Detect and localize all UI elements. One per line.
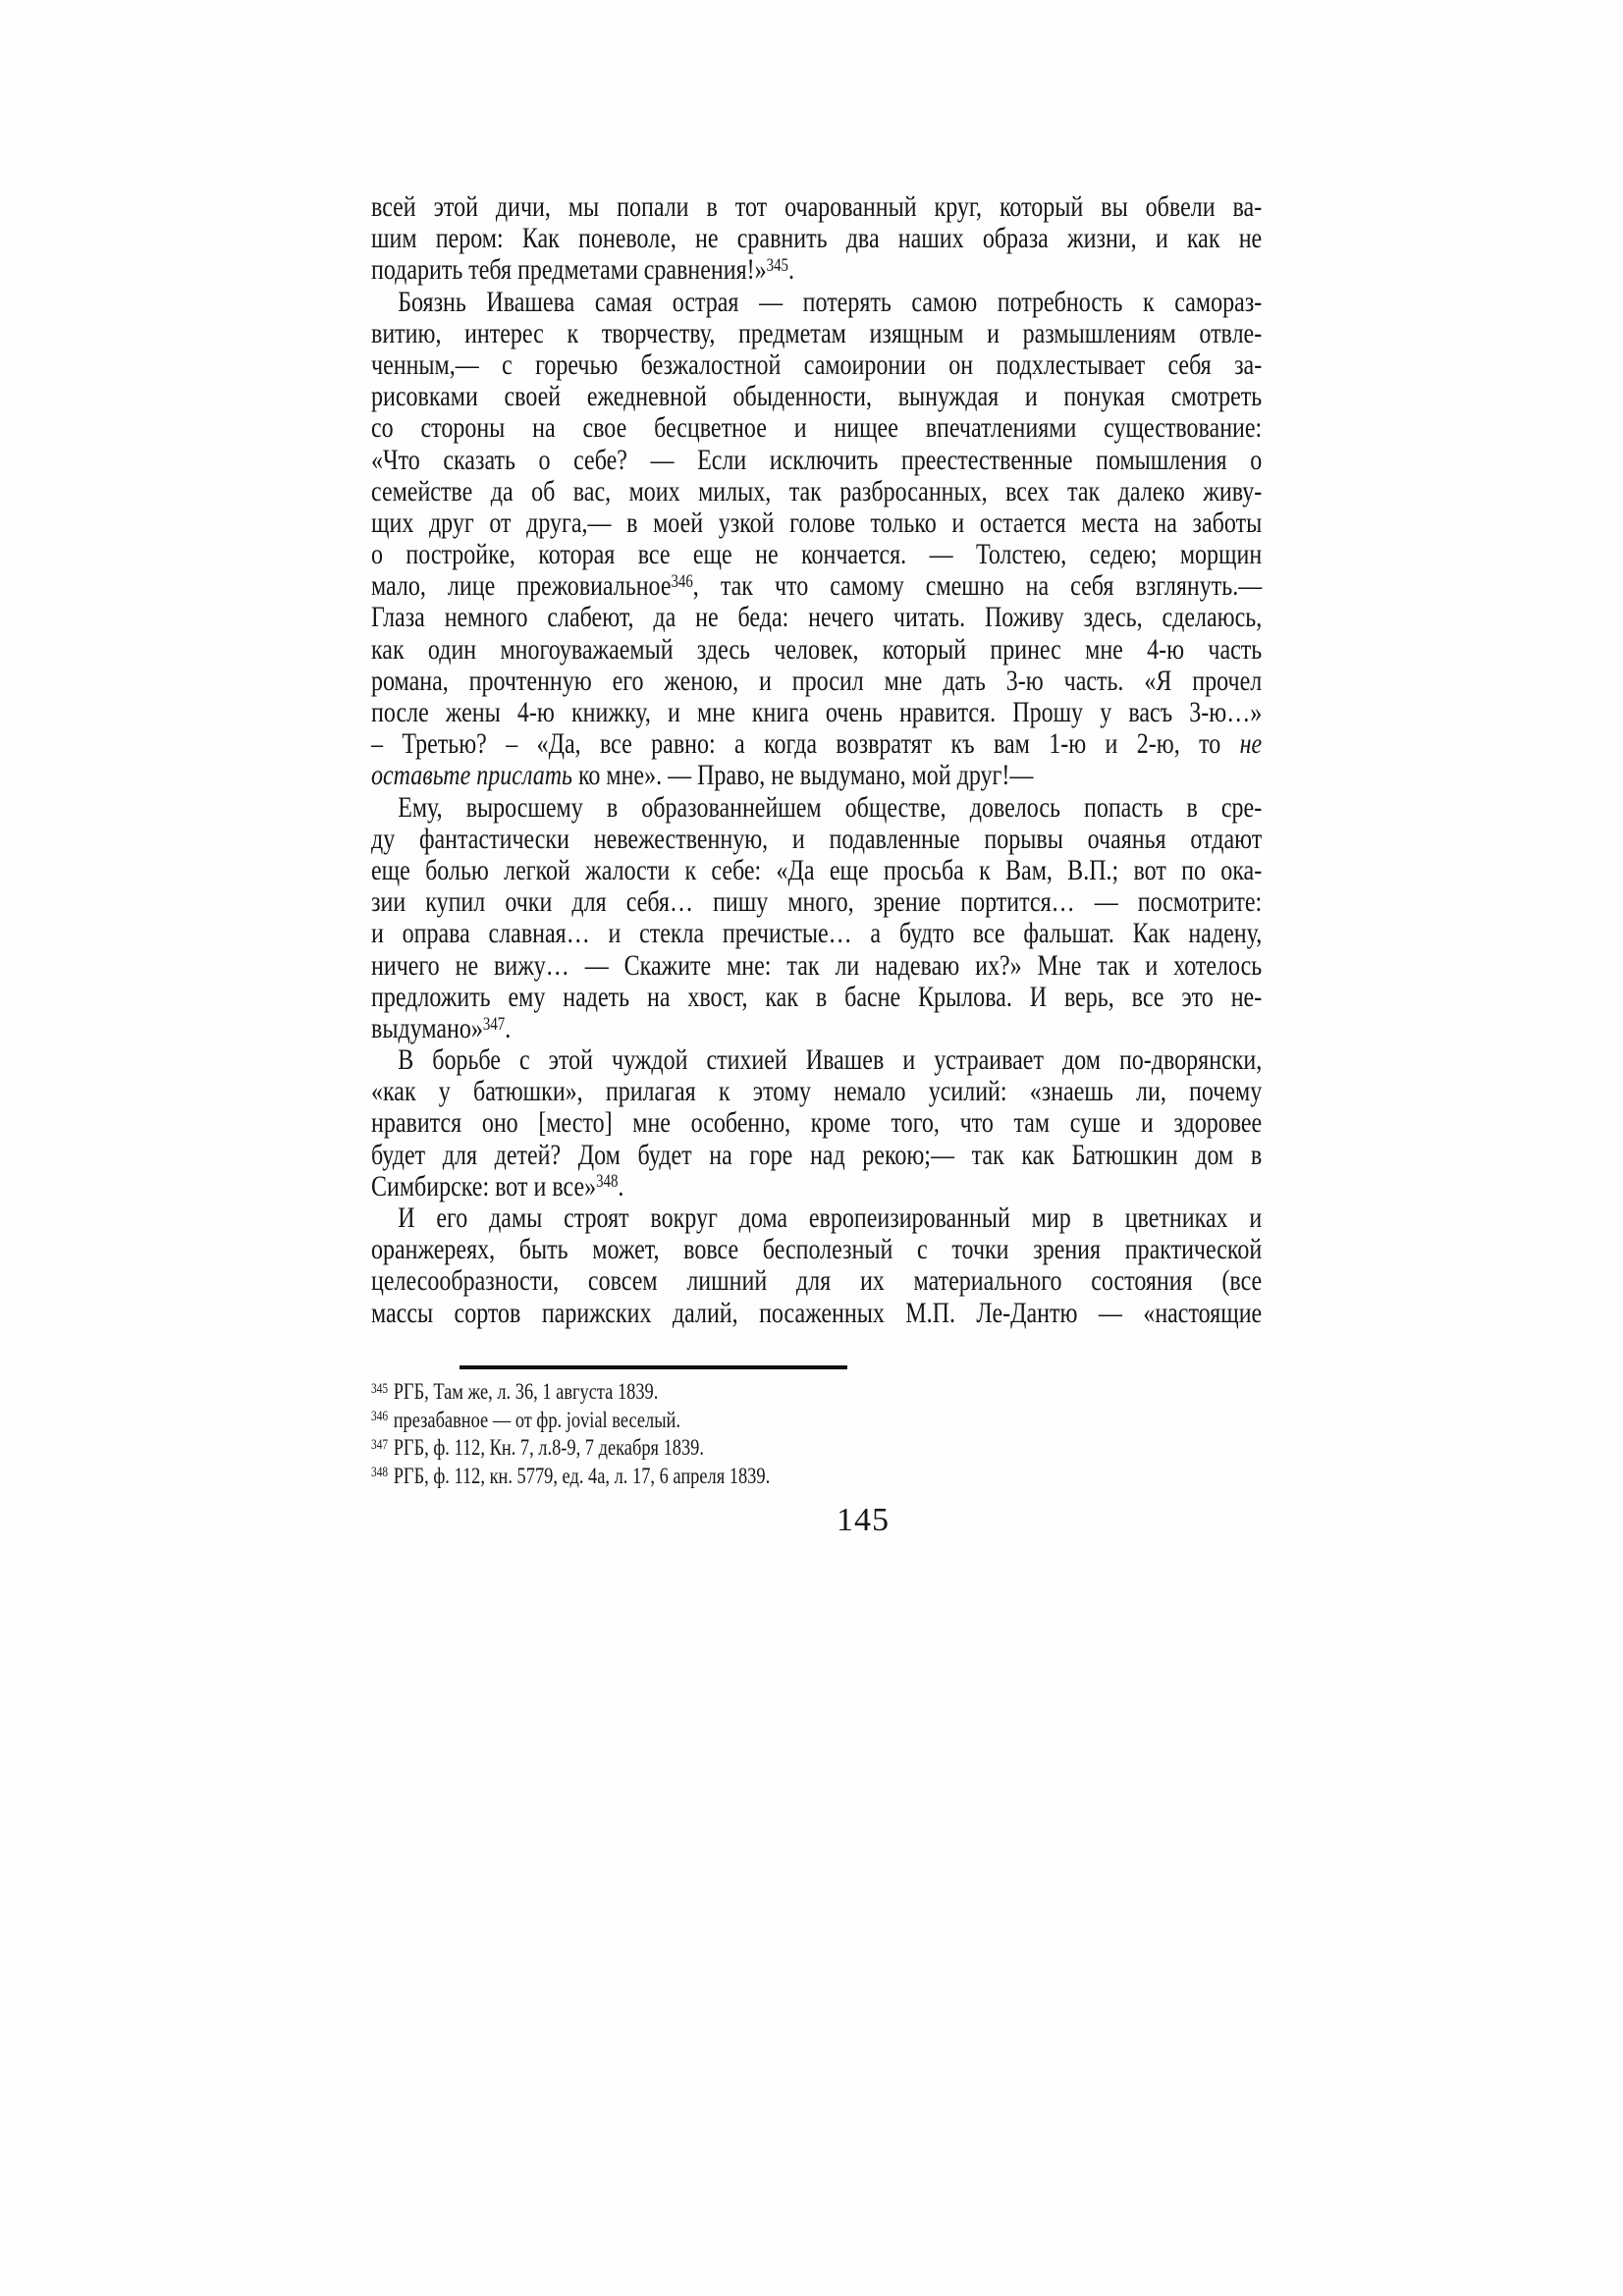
text-line [371,1202,1262,1234]
text-segment: витию, интерес к творчеству, предметам изящным и размышлениям отвле- [371,316,1263,349]
text-line [371,760,1262,791]
text-line [371,1234,1262,1265]
footnote-ref: 348 [596,1171,619,1193]
text-line [371,1171,1262,1202]
text-segment: ду фантастически невежественную, и подавленные порывы очаянья отдают [371,822,1263,855]
text-line [371,1265,1262,1297]
text-line [371,1298,1262,1329]
text-line [371,792,1262,824]
footnote-marker: 345 [371,1380,389,1397]
text-segment: И его дамы строят вокруг дома европеизированный мир в цветниках и [398,1201,1263,1234]
footnote-separator [460,1365,847,1369]
text-line [371,1076,1262,1107]
footnote-marker: 347 [371,1436,389,1453]
text-line [371,1140,1262,1171]
text-segment: предложить ему надеть на хвост, как в басне Крылова. И верь, все это не- [371,980,1263,1013]
text-segment: – Третью? – «Да, все равно: а когда возвратят къ вам 1-ю и 2-ю, то [371,727,1240,761]
text-segment: Глаза немного слабеют, да не беда: нечего читать. Поживу здесь, сделаюсь, [371,601,1263,634]
text-segment: щих друг от друга,— в моей узкой голове только и остается места на заботы [371,506,1263,539]
text-segment: романа, прочтенную его женою, и просил мне дать 3-ю часть. «Я прочел [371,664,1263,697]
text-segment: «Что сказать о себе? — Если исключить преестественные помышления о [371,443,1263,476]
text-line [371,950,1262,982]
text-line [371,666,1262,697]
text-line [371,1044,1262,1076]
text-line [371,1107,1262,1139]
text-line [371,539,1262,570]
text-segment: подарить тебя предметами сравнения!» [371,253,767,287]
text-segment: рисовками своей ежедневной обыденности, вынуждая и понукая смотреть [371,380,1263,413]
text-segment: шим пером: Как поневоле, не сравнить два наших образа жизни, и как не [371,222,1263,255]
footnote-text: РГБ, ф. 112, кн. 5779, ед. 4а, л. 17, 6 апреля 1839. [393,1463,771,1488]
text-segment: В борьбе с этой чуждой стихией Ивашев и устраивает дом по-дворянски, [398,1043,1263,1077]
text-segment: всей этой дичи, мы попали в тот очарованный круг, который вы обвели ва- [371,190,1263,223]
text-segment: «как у батюшки», прилагая к этому немало усилий: «знаешь ли, почему [371,1075,1263,1108]
footnote [371,1407,1262,1435]
text-segment: не [1239,727,1263,761]
text-segment: Боязнь Ивашева самая острая — потерять самою потребность к самораз- [398,285,1263,318]
text-line [371,886,1262,918]
text-segment: целесообразности, совсем лишний для их материального состояния (все [371,1264,1263,1298]
footnote-text: презабавное — от фр. jovial веселый. [393,1407,681,1432]
text-segment: . [787,253,794,287]
text-line [371,412,1262,444]
text-line [371,824,1262,855]
text-line [371,287,1262,318]
text-line [371,223,1262,254]
text-line [371,349,1262,381]
page-number: 145 [837,1502,890,1538]
footnote-text: РГБ, Там же, л. 36, 1 августа 1839. [393,1379,659,1404]
text-segment: как один многоуважаемый здесь человек, который принес мне 4-ю часть [371,632,1263,666]
text-line [371,697,1262,728]
text-segment: . [618,1169,624,1202]
footnote [371,1434,1262,1463]
footnote-ref: 345 [766,255,788,277]
text-line [371,570,1262,602]
text-segment: Симбирске: вот и все» [371,1169,597,1202]
footnote-marker: 346 [371,1409,389,1425]
text-segment: и оправа славная… и стекла пречистые… а будто все фальшат. Как надену, [371,917,1263,950]
text-segment: после жены 4-ю книжку, и мне книга очень нравится. Прошу у васъ 3-ю…» [371,696,1263,728]
text-segment: мало, лице прежовиальное [371,569,672,603]
footnote-list [371,1378,1262,1490]
text-segment: будет для детей? Дом будет на горе над рекою;— так как Батюшкин дом в [371,1138,1263,1171]
text-line [371,982,1262,1013]
text-line [371,381,1262,412]
text-segment: выдумано» [371,1011,483,1044]
text-segment: семействе да об вас, моих милых, так разбросанных, всех так далеко живу- [371,474,1263,507]
footnote-ref: 347 [482,1013,506,1035]
text-line [371,445,1262,476]
text-line [371,191,1262,223]
body-text [371,191,1262,1329]
text-segment: ничего не вижу… — Скажите мне: так ли надеваю их?» Мне так и хотелось [371,948,1263,982]
text-line [371,507,1262,539]
footnote [371,1463,1262,1491]
text-segment: ко мне». — Право, не выдумано, мой друг!— [571,759,1034,792]
text-segment: оранжереях, быть может, вовсе бесполезный с точки зрения практической [371,1233,1263,1266]
text-segment: со стороны на свое бесцветное и нищее впечатлениями существование: [371,411,1263,445]
text-segment: зии купил очки для себя… пишу много, зрение портится… — посмотрите: [371,885,1263,919]
text-line [371,855,1262,886]
footnote-text: РГБ, ф. 112, Кн. 7, л.8-9, 7 декабря 1839. [393,1435,704,1460]
footnote-ref: 346 [671,570,693,592]
text-segment: Ему, выросшему в образованнейшем обществе, довелось попасть в сре- [398,790,1263,824]
text-line [371,728,1262,760]
text-line [371,318,1262,349]
text-line [371,254,1262,286]
text-segment: еще болью легкой жалости к себе: «Да еще просьба к Вам, В.П.; вот по ока- [371,853,1263,886]
footnote [371,1378,1262,1407]
text-line [371,1013,1262,1044]
text-segment: нравится оно [место] мне особенно, кроме того, что там суше и здоровее [371,1106,1263,1140]
text-segment: ченным,— с горечью безжалостной самоиронии он подхлестывает себя за- [371,347,1263,381]
text-segment: о постройке, которая все еще не кончается. — Толстею, седею; морщин [371,538,1263,571]
text-line [371,918,1262,949]
text-line [371,602,1262,633]
text-segment: массы сортов парижских далий, посаженных М.П. Ле-Дантю — «настоящие [371,1296,1263,1329]
text-segment: , так что самому смешно на себя взглянуть.— [692,569,1263,603]
text-segment: . [505,1011,512,1044]
text-segment: оставьте прислать [371,759,572,792]
footnote-marker: 348 [371,1465,389,1481]
text-line [371,476,1262,507]
text-line [371,634,1262,666]
